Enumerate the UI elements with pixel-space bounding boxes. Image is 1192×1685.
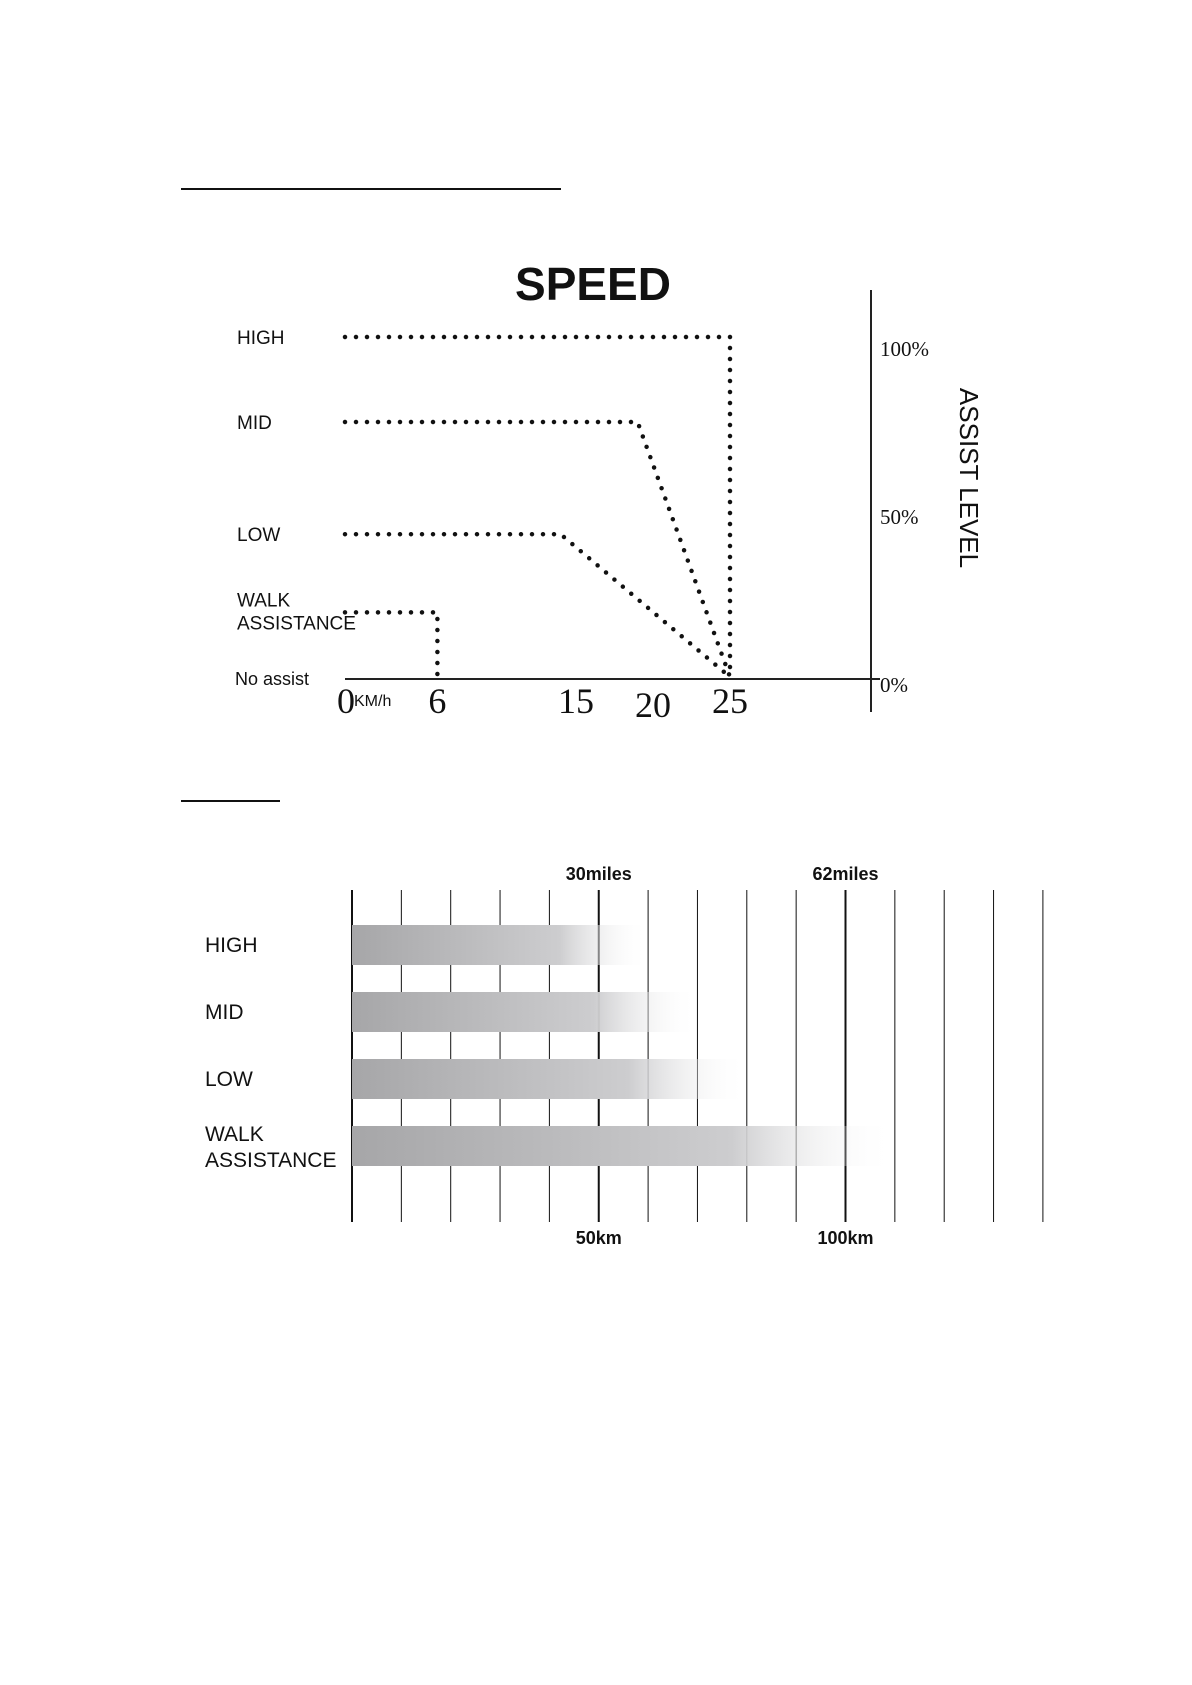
category-label-mid: MID (205, 1001, 244, 1024)
series-line-low (345, 534, 730, 677)
section-underline-2 (181, 800, 280, 802)
range-bars (352, 925, 895, 1166)
bar-high (352, 925, 648, 965)
category-label-high: HIGH (205, 934, 258, 957)
series-label-walk-assistance: WALK ASSISTANCE (237, 590, 356, 635)
x-tick-label: 20 (635, 685, 671, 725)
bottom-axis-label: 50km (575, 1228, 622, 1248)
x-tick-labels (337, 681, 748, 725)
series-label-low: LOW (237, 525, 281, 547)
series-label-high: HIGH (237, 328, 285, 349)
range-category-labels (205, 934, 336, 1172)
range-bottom-labels (576, 1228, 874, 1248)
x-tick-label: 25 (712, 681, 748, 721)
top-axis-label: 30miles (565, 864, 632, 884)
series-line-high (345, 337, 730, 677)
speed-assist-chart (0, 0, 1192, 760)
range-top-labels (566, 864, 879, 884)
baseline-label: No assist (235, 669, 310, 689)
speed-series-group (345, 337, 730, 677)
category-label-low: LOW (205, 1068, 253, 1091)
chart-title: SPEED (515, 258, 671, 310)
x-tick-label: 15 (558, 681, 594, 721)
series-label-mid: MID (237, 413, 272, 434)
category-label-walk-assistance: WALK ASSISTANCE (205, 1123, 337, 1172)
top-axis-label: 62miles (812, 864, 879, 884)
y-tick-label: 0% (880, 673, 908, 697)
bottom-axis-label: 100km (817, 1228, 874, 1248)
bar-low (352, 1059, 747, 1099)
y-tick-label: 50% (880, 505, 919, 529)
series-line-walk-assistance (345, 612, 437, 677)
y-tick-label: 100% (880, 337, 929, 361)
y-axis-label: ASSIST LEVEL (954, 387, 984, 569)
series-labels (237, 328, 356, 634)
series-line-mid (345, 422, 730, 677)
range-grid (352, 890, 1043, 1222)
bar-mid (352, 992, 697, 1032)
x-tick-label: 0 (337, 681, 355, 721)
x-unit-label: KM/h (354, 693, 392, 710)
x-tick-label: 6 (428, 681, 447, 721)
bar-walk-assistance (352, 1126, 895, 1166)
y-tick-labels (880, 337, 929, 697)
